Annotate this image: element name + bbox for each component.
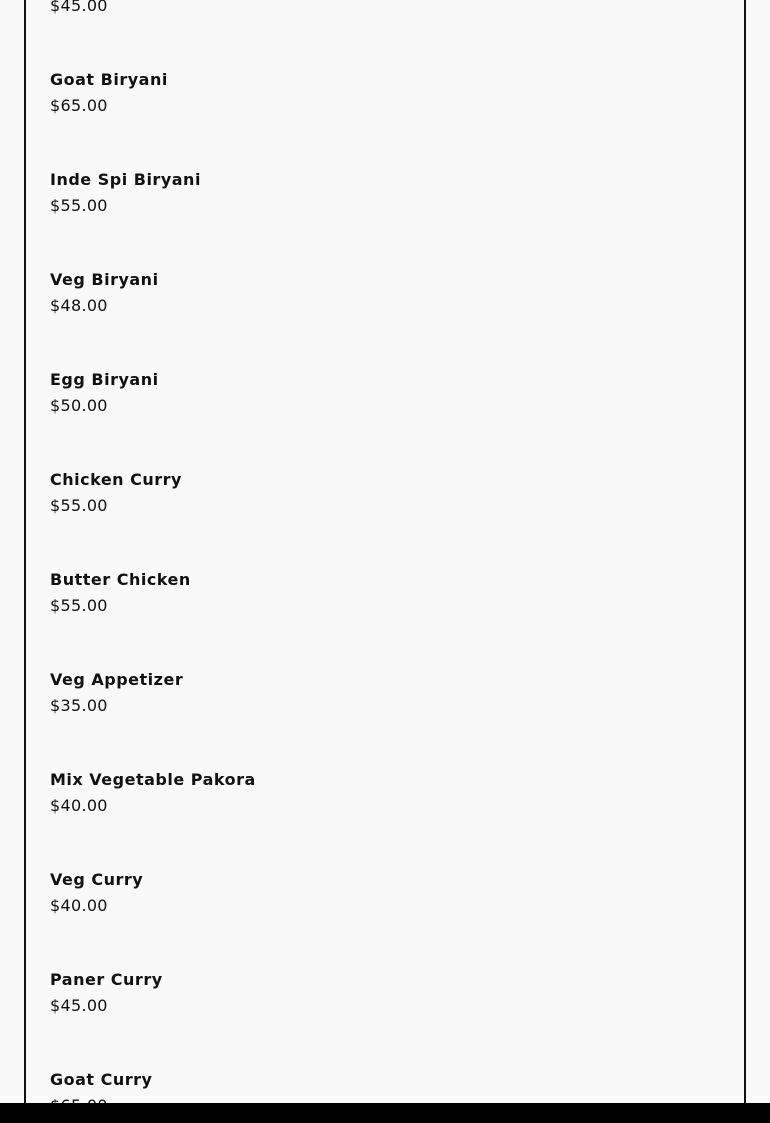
menu-item-name: Chicken Curry	[50, 470, 182, 489]
menu-item-name: Goat Biryani	[50, 70, 168, 89]
menu-item-name: Mix Vegetable Pakora	[50, 770, 256, 789]
menu-item-name: Paner Curry	[50, 970, 163, 989]
menu-item-price: $48.00	[50, 296, 108, 315]
menu-item-name: Butter Chicken	[50, 570, 191, 589]
menu-list	[50, 0, 730, 1123]
menu-item-name: Veg Biryani	[50, 270, 159, 289]
menu-item-price: $45.00	[50, 0, 108, 15]
menu-item-price: $50.00	[50, 396, 108, 415]
bottom-bar	[0, 1103, 770, 1123]
menu-item-price: $55.00	[50, 596, 108, 615]
menu-item-price: $35.00	[50, 696, 108, 715]
menu-item-name: Veg Appetizer	[50, 670, 184, 689]
menu-item-name: Inde Spi Biryani	[50, 170, 201, 189]
menu-item-price: $55.00	[50, 196, 108, 215]
menu-item-price: $40.00	[50, 796, 108, 815]
menu-item-price: $55.00	[50, 496, 108, 515]
menu-item-price: $40.00	[50, 896, 108, 915]
menu-item-name: Veg Curry	[50, 870, 144, 889]
menu-item-price: $65.00	[50, 96, 108, 115]
menu-item-name: Egg Biryani	[50, 370, 159, 389]
menu-item-price: $45.00	[50, 996, 108, 1015]
menu-item-name: Goat Curry	[50, 1070, 153, 1089]
